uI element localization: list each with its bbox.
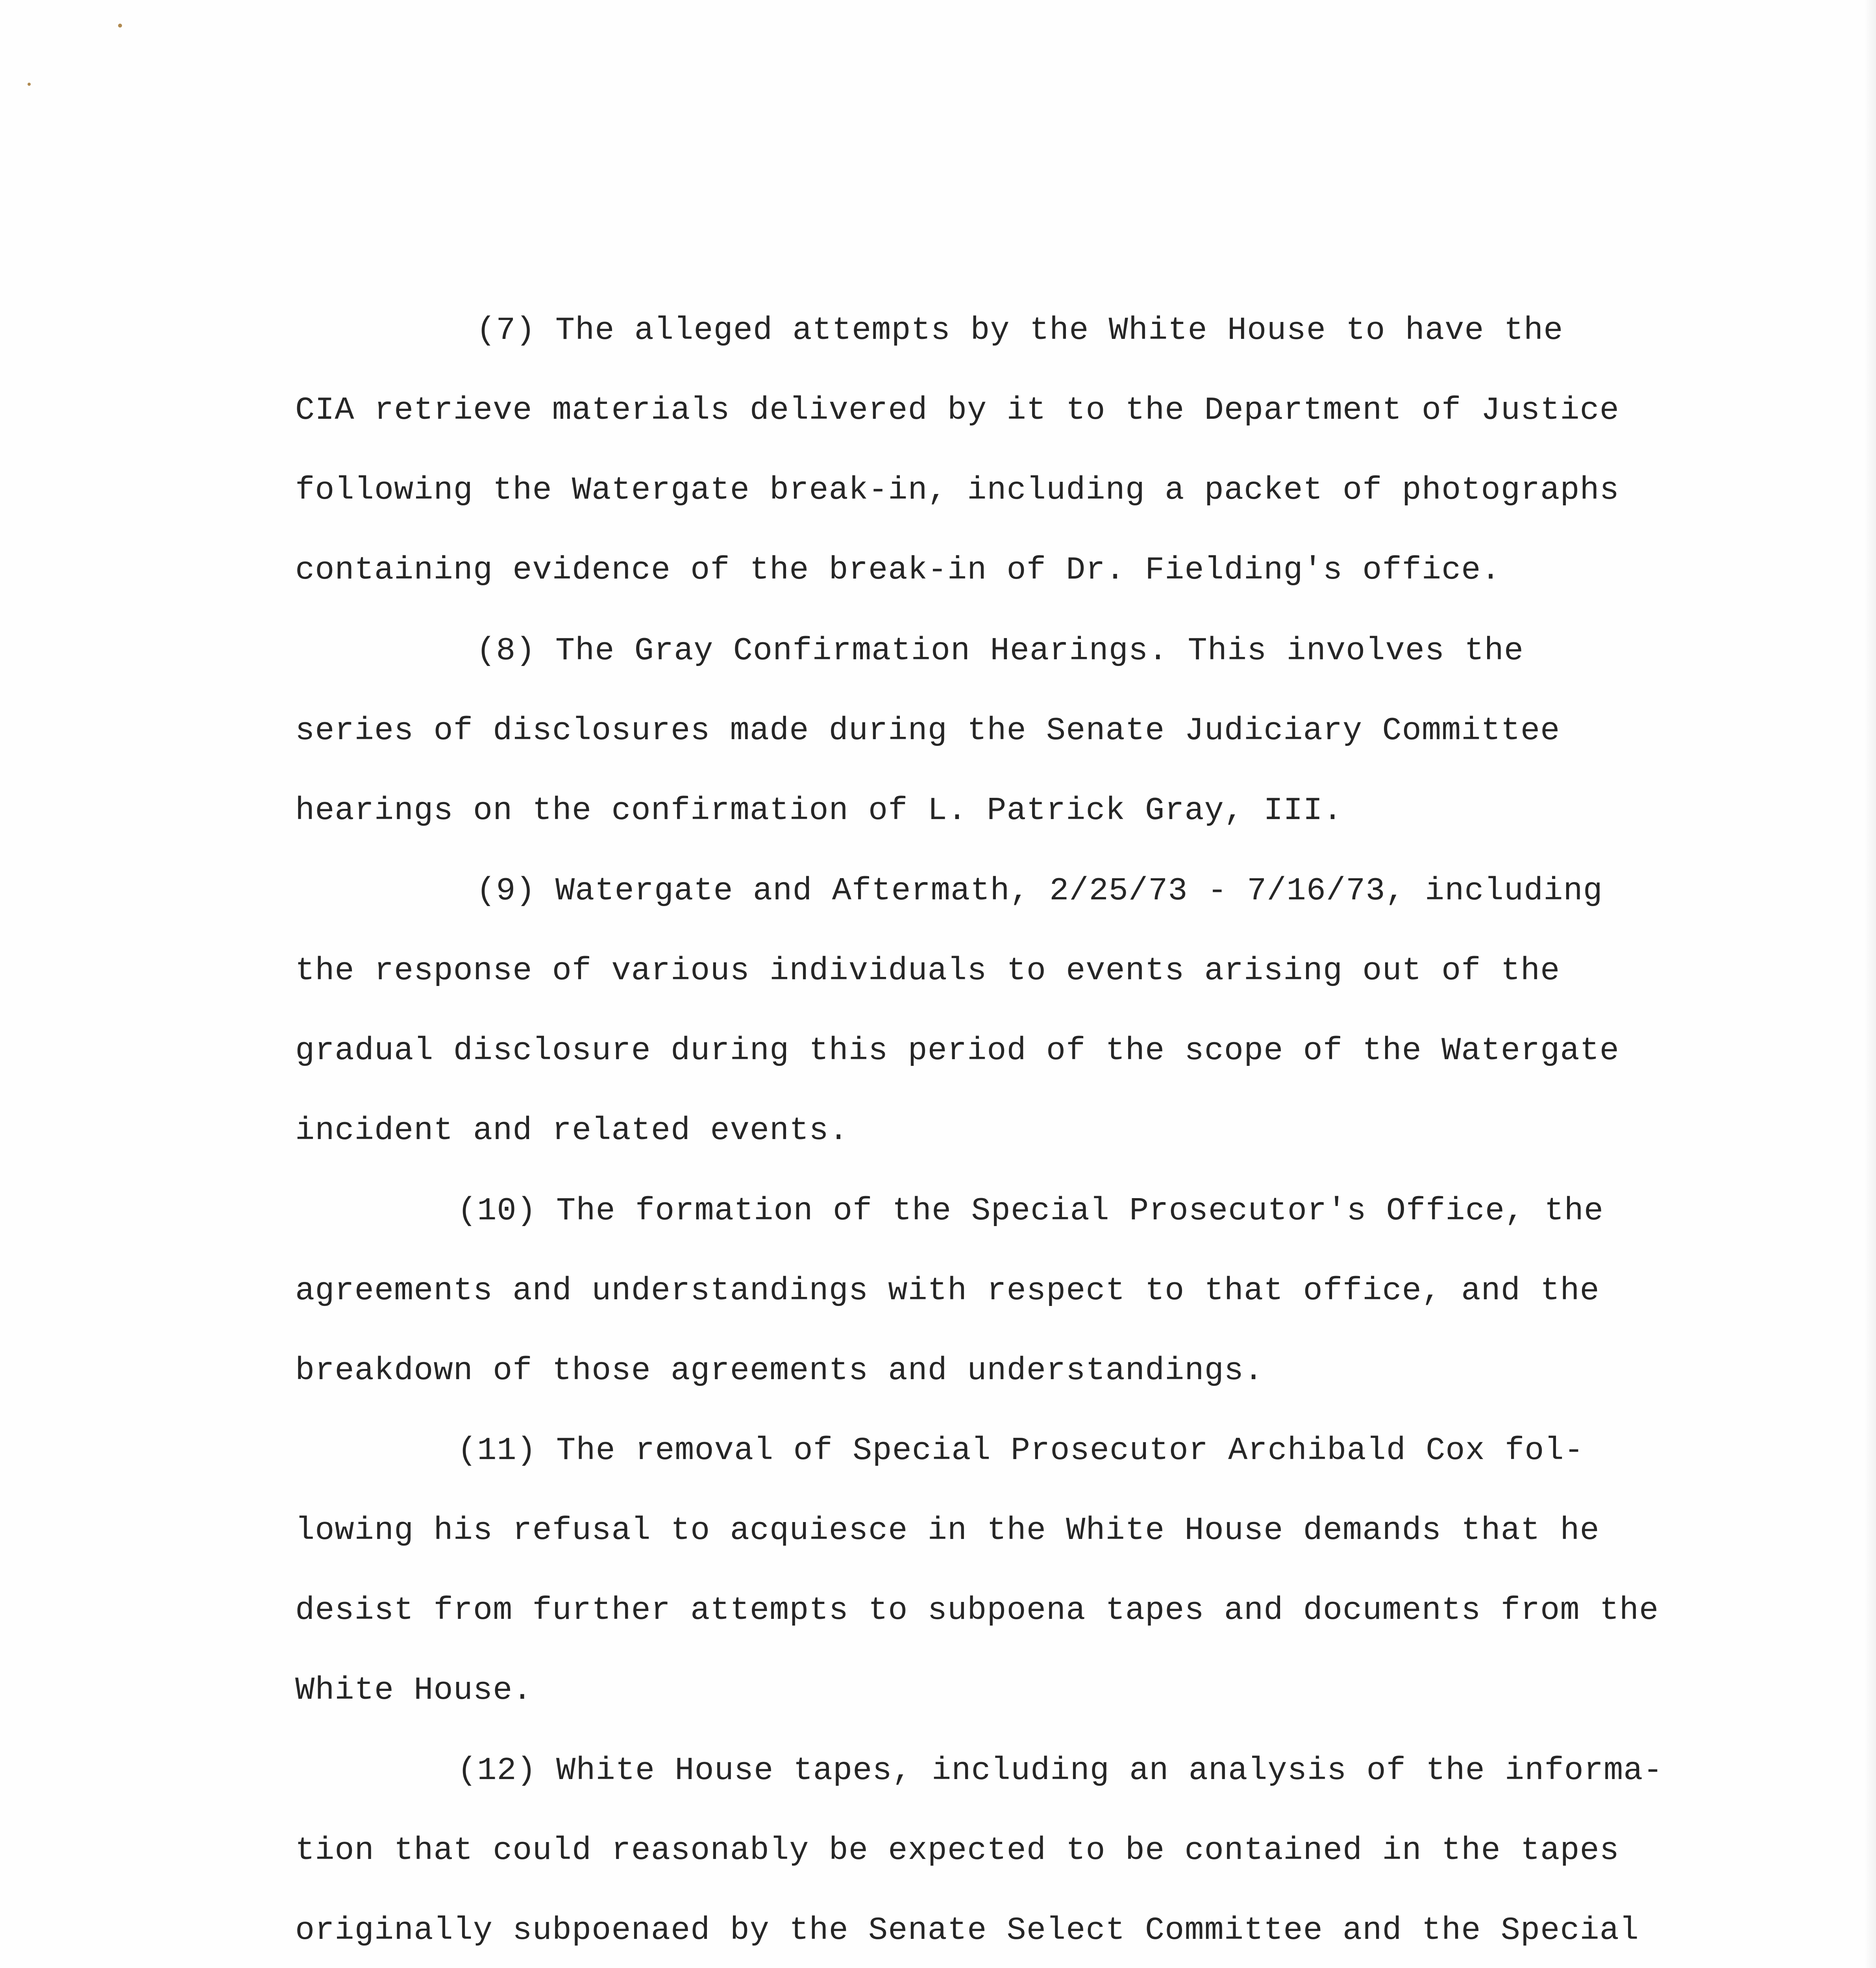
paragraph-line: White House. xyxy=(295,1672,533,1709)
paragraph-line: breakdown of those agreements and understandings. xyxy=(295,1352,1264,1389)
paragraph-line: gradual disclosure during this period of the scope of the Watergate xyxy=(295,1032,1619,1069)
paragraph-line: (8) The Gray Confirmation Hearings. This involves the xyxy=(476,633,1524,669)
paragraph-line: desist from further attempts to subpoena tapes and documents from the xyxy=(295,1592,1659,1629)
paragraph-line: containing evidence of the break-in of Dr. Fielding's office. xyxy=(295,552,1501,588)
paper-speck xyxy=(28,83,31,86)
paragraph-line: (11) The removal of Special Prosecutor Archibald Cox fol- xyxy=(457,1432,1584,1469)
paragraph-line: originally subpoenaed by the Senate Select Committee and the Special xyxy=(295,1912,1639,1949)
paper-edge xyxy=(1864,0,1876,1968)
paragraph-line: lowing his refusal to acquiesce in the White House demands that he xyxy=(295,1512,1600,1549)
paper-speck xyxy=(118,24,122,28)
paragraph-line: hearings on the confirmation of L. Patrick Gray, III. xyxy=(295,792,1343,829)
paragraph-line: (9) Watergate and Aftermath, 2/25/73 - 7/16/73, including xyxy=(476,873,1603,909)
paragraph-line: agreements and understandings with respect to that office, and the xyxy=(295,1273,1600,1309)
paragraph-line: tion that could reasonably be expected to be contained in the tapes xyxy=(295,1832,1619,1869)
paragraph-line: following the Watergate break-in, including a packet of photographs xyxy=(295,472,1619,509)
paragraph-line: (7) The alleged attempts by the White House to have the xyxy=(476,312,1563,349)
paragraph-line: series of disclosures made during the Senate Judiciary Committee xyxy=(295,712,1560,749)
paragraph-line: incident and related events. xyxy=(295,1112,849,1149)
paragraph-line: the response of various individuals to events arising out of the xyxy=(295,953,1560,989)
paragraph-line: CIA retrieve materials delivered by it to the Department of Justice xyxy=(295,392,1619,429)
paragraph-line: (10) The formation of the Special Prosecutor's Office, the xyxy=(457,1193,1604,1229)
paragraph-line: (12) White House tapes, including an analysis of the informa- xyxy=(457,1752,1663,1789)
